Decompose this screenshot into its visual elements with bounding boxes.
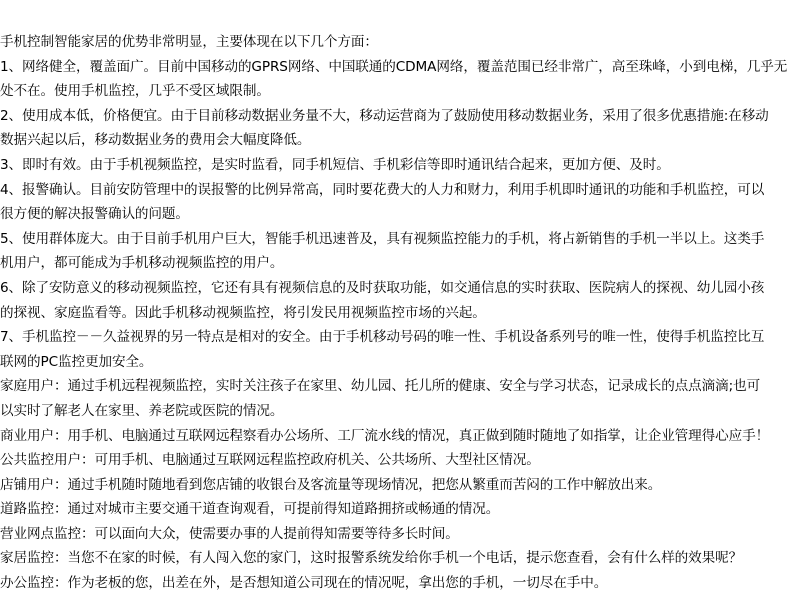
point-6-line-2: 的探视、家庭监看等。因此手机移动视频监控，将引发民用视频监控市场的兴起。 bbox=[0, 304, 486, 321]
shop-user-line: 店铺用户：通过手机随时随地看到您店铺的收银台及客流量等现场情况，把您从繁重而苦闷的工作中解放出来。 bbox=[0, 476, 662, 493]
document-body bbox=[0, 30, 800, 596]
point-5-line-1: 5、使用群体庞大。由于目前手机用户巨大，智能手机迅速普及，具有视频监控能力的手机，将占新销售的手机一半以上。这类手 bbox=[0, 230, 765, 247]
home-user-line-2: 以实时了解老人在家里、养老院或医院的情况。 bbox=[0, 402, 284, 419]
road-monitor-line: 道路监控：通过对城市主要交通干道查询观看，可提前得知道路拥挤或畅通的情况。 bbox=[0, 501, 500, 518]
point-2-line-1: 2、使用成本低，价格便宜。由于目前移动数据业务量不大，移动运营商为了鼓励使用移动数据业务，采用了很多优惠措施:在移动 bbox=[0, 107, 769, 124]
point-4-line-2: 很方便的解决报警确认的问题。 bbox=[0, 206, 189, 223]
home-monitor-line: 家居监控：当您不在家的时候，有人闯入您的家门，这时报警系统发给你手机一个电话，提示您查看，会有什么样的效果呢？ bbox=[0, 550, 743, 567]
point-7-line-1: 7、手机监控－－久益视界的另一特点是相对的安全。由于手机移动号码的唯一性、手机设备系列号的唯一性，使得手机监控比互 bbox=[0, 329, 765, 346]
intro-line: 手机控制智能家居的优势非常明显，主要体现在以下几个方面： bbox=[0, 34, 378, 50]
home-user-line-1: 家庭用户：通过手机远程视频监控，实时关注孩子在家里、幼儿园、托儿所的健康、安全与学习状态，记录成长的点点滴滴;也可 bbox=[0, 378, 761, 395]
office-monitor-line: 办公监控：作为老板的您，出差在外，是否想知道公司现在的情况呢，拿出您的手机，一切尽在手中。 bbox=[0, 575, 608, 592]
point-2-line-2: 数据兴起以后，移动数据业务的费用会大幅度降低。 bbox=[0, 132, 311, 149]
business-user-line: 商业用户：用手机、电脑通过互联网远程察看办公场所、工厂流水线的情况，真正做到随时随地了如指掌，让企业管理得心应手！ bbox=[0, 427, 770, 444]
point-5-line-2: 机用户，都可能成为手机移动视频监控的用户。 bbox=[0, 255, 284, 272]
point-1-line-1: 1、网络健全，覆盖面广。目前中国移动的GPRS网络、中国联通的CDMA网络，覆盖范围已经非常广，高至珠峰，小到电梯，几乎无 bbox=[0, 58, 788, 75]
point-3-line-1: 3、即时有效。由于手机视频监控，是实时监看，同手机短信、手机彩信等即时通讯结合起来，更加方便、及时。 bbox=[0, 156, 670, 173]
point-7-line-2: 联网的PC监控更加安全。 bbox=[0, 353, 153, 370]
point-6-line-1: 6、除了安防意义的移动视频监控，它还有具有视频信息的及时获取功能，如交通信息的实时获取、医院病人的探视、幼儿园小孩 bbox=[0, 279, 765, 296]
point-4-line-1: 4、报警确认。目前安防管理中的误报警的比例异常高，同时要花费大的人力和财力，利用手机即时通讯的功能和手机监控，可以 bbox=[0, 181, 765, 198]
public-monitor-user-line: 公共监控用户：可用手机、电脑通过互联网远程监控政府机关、公共场所、大型社区情况。 bbox=[0, 452, 540, 469]
point-1-line-2: 处不在。使用手机监控，几乎不受区域限制。 bbox=[0, 83, 270, 100]
branch-monitor-line: 营业网点监控：可以面向大众，使需要办事的人提前得知需要等待多长时间。 bbox=[0, 525, 459, 542]
